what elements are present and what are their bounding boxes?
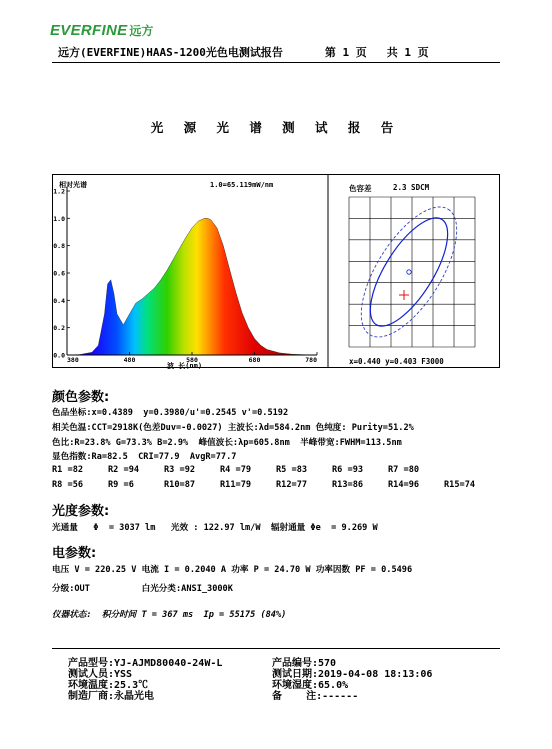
test-date: 测试日期:2019-04-08 18:13:06 [272, 669, 433, 680]
header-title: 远方(EVERFINE)HAAS-1200光色电测试报告 [58, 46, 283, 59]
report-header [58, 44, 508, 60]
color-ratio-line: 色比:R=23.8% G=73.3% B=2.9% 峰值波长:λp=605.8nm 半峰带宽:FWHM=113.5nm [52, 438, 402, 448]
r-value: R13=86 [332, 480, 364, 490]
instrument-status: 仪器状态: 积分时间 T = 367 ms Ip = 55175 (84%) [52, 610, 287, 620]
x-tick-label: 680 [248, 356, 261, 364]
chromaticity-plot [343, 192, 476, 351]
spectrum-area [67, 218, 317, 355]
logo-cn: 远方 [129, 23, 154, 38]
r-value: R3 =92 [164, 465, 196, 475]
r-value: R11=79 [220, 480, 252, 490]
y-tick-label: 0.2 [53, 324, 65, 333]
cct-line: 相关色温:CCT=2918K(色差Duv=-0.0027) 主波长:λd=584.2nm 色纯度: Purity=51.2% [52, 423, 414, 433]
x-tick-label: 380 [67, 356, 79, 364]
r-value: R9 =6 [108, 480, 134, 490]
r-value: R12=77 [276, 480, 308, 490]
y-tick-label: 0.4 [53, 296, 65, 305]
x-tick-label: 780 [305, 356, 317, 364]
spectrum-annotation: 1.0=65.119mW/nm [210, 181, 274, 189]
photometric-heading: 光度参数: [52, 504, 110, 519]
header-divider [52, 62, 500, 63]
color-params-heading: 颜色参数: [52, 390, 110, 405]
x-tick-label: 480 [123, 356, 136, 364]
r-value: R15=74 [444, 480, 476, 490]
cri-line: 显色指数:Ra=82.5 CRI=77.9 AvgR=77.7 [52, 452, 237, 462]
tester: 测试人员:YSS [68, 669, 133, 680]
r-value: R4 =79 [220, 465, 252, 475]
chromaticity-sdcm: 2.3 SDCM [393, 183, 430, 192]
chromaticity-coords: 色品坐标:x=0.4389 y=0.3980/u'=0.2545 v'=0.5192 [52, 408, 289, 418]
ambient-temperature: 环境温度:25.3℃ [68, 680, 149, 691]
r-value: R5 =83 [276, 465, 308, 475]
product-model: 产品型号:YJ-AJMD80040-24W-L [68, 658, 223, 669]
logo-text: EVERFINE [50, 21, 128, 39]
r-value: R6 =93 [332, 465, 364, 475]
chart-svg [53, 175, 499, 367]
product-number: 产品编号:570 [272, 658, 337, 669]
chromaticity-title: 色容差 [349, 184, 372, 193]
ambient-humidity: 环境湿度:65.0% [272, 680, 349, 691]
flux-line: 光通量 Φ = 3037 lm 光效 : 122.97 lm/W 辐射通量 Φe = 9.269 W [52, 523, 378, 533]
brand-logo [50, 22, 153, 38]
electrical-line: 电压 V = 220.25 V 电流 I = 0.2040 A 功率 P = 24.70 W 功率因数 PF = 0.5496 [52, 565, 413, 575]
y-tick-label: 0.6 [53, 269, 65, 278]
header-total: 共 1 页 [386, 46, 429, 59]
y-tick-label: 0.0 [53, 351, 65, 360]
y-tick-label: 1.2 [53, 187, 65, 196]
y-tick-label: 0.8 [53, 242, 65, 251]
spectrum-plot [53, 187, 317, 364]
classification-line: 分级:OUT 白光分类:ANSI_3000K [52, 584, 233, 594]
r-value: R1 =82 [52, 465, 84, 475]
r-value: R7 =80 [388, 465, 420, 475]
electrical-heading: 电参数: [52, 546, 97, 561]
footer-divider [52, 648, 500, 649]
r-value: R14=96 [388, 480, 420, 490]
r-value: R8 =56 [52, 480, 84, 490]
spectrum-ylabel: 相对光谱 [59, 181, 87, 189]
chromaticity-caption: x=0.440 y=0.403 F3000 [349, 357, 444, 366]
target-point [407, 270, 411, 274]
y-tick-label: 1.0 [53, 214, 65, 223]
header-page: 第 1 页 [324, 46, 367, 59]
chart-panel [52, 174, 500, 368]
spectrum-xlabel: 波 长(nm) [167, 362, 203, 370]
x-tick-label: 580 [186, 356, 198, 364]
manufacturer: 制造厂商:永晶光电 [68, 691, 155, 702]
r-value: R10=87 [164, 480, 196, 490]
remark: 备 注:------ [272, 691, 359, 702]
r-value: R2 =94 [108, 465, 140, 475]
report-title: 光 源 光 谱 测 试 报 告 [150, 120, 402, 135]
